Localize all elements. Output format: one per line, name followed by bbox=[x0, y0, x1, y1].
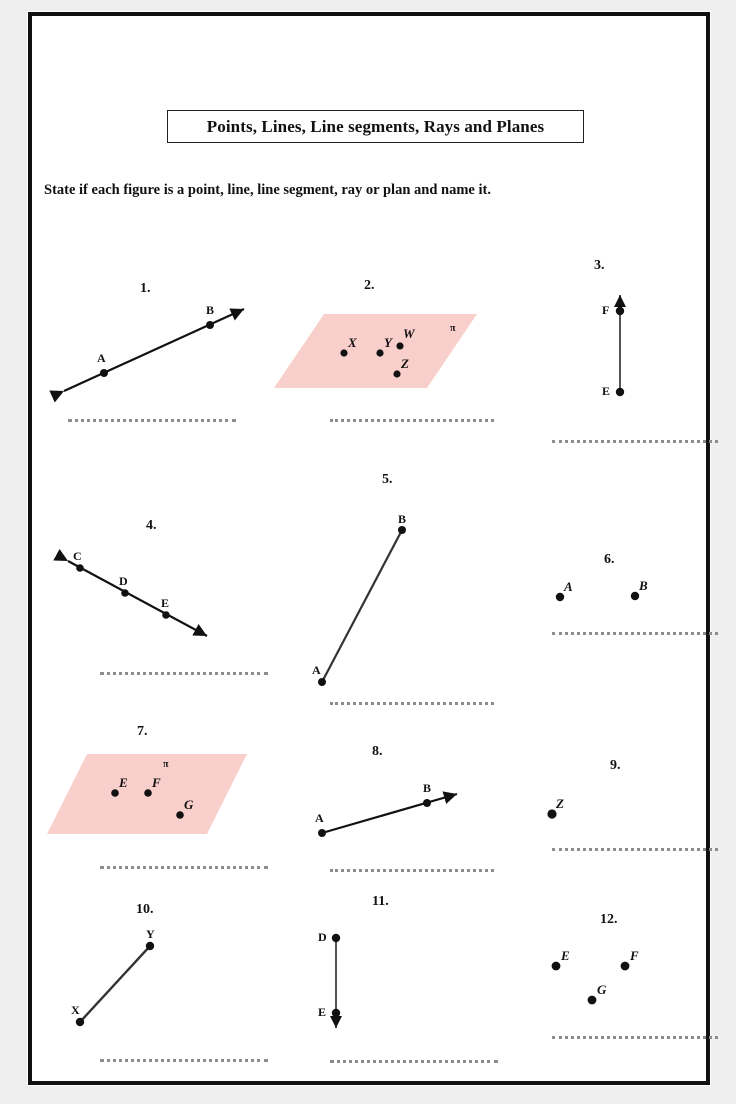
figure-8-number: 8. bbox=[372, 744, 383, 759]
figure-7-drawing bbox=[42, 716, 264, 876]
figure-11-point-label-e: E bbox=[318, 1005, 327, 1019]
figure-3-number: 3. bbox=[594, 258, 605, 273]
figure-9-answer-line[interactable] bbox=[552, 848, 718, 851]
figure-10-point-label-y: Y bbox=[146, 927, 155, 941]
figure-9 bbox=[494, 746, 712, 861]
figure-3 bbox=[494, 238, 712, 438]
figure-2-drawing bbox=[272, 256, 492, 426]
figure-2 bbox=[272, 256, 492, 426]
figure-10-answer-line[interactable] bbox=[100, 1059, 268, 1062]
figure-1 bbox=[42, 256, 262, 426]
figure-4-number: 4. bbox=[146, 518, 157, 533]
figure-6 bbox=[494, 534, 712, 649]
figure-2-plane-label: π bbox=[450, 323, 456, 334]
figure-5-point-label-a: A bbox=[312, 663, 321, 677]
figure-12-answer-line[interactable] bbox=[552, 1036, 718, 1039]
figure-5 bbox=[272, 464, 492, 709]
figure-11-point-label-d: D bbox=[318, 930, 327, 944]
figure-4-answer-line[interactable] bbox=[100, 672, 268, 675]
figure-4-drawing bbox=[42, 504, 264, 679]
figure-6-point-label-a: A bbox=[564, 579, 573, 594]
figure-7-point-label-g: G bbox=[184, 797, 194, 812]
figure-7-answer-line[interactable] bbox=[100, 866, 268, 869]
figure-12-point-label-g: G bbox=[597, 982, 607, 997]
worksheet-sheet bbox=[32, 16, 706, 1081]
figure-5-number: 5. bbox=[382, 472, 393, 487]
figure-1-drawing bbox=[42, 256, 262, 426]
figure-4-point-label-e: E bbox=[161, 596, 170, 610]
figure-4-point-label-c: C bbox=[73, 549, 82, 563]
figure-8-point-label-a: A bbox=[315, 811, 324, 825]
figure-2-point-label-y: Y bbox=[384, 335, 392, 350]
figure-6-answer-line[interactable] bbox=[552, 632, 718, 635]
figure-12-drawing bbox=[494, 902, 712, 1052]
figure-8-answer-line[interactable] bbox=[330, 869, 494, 872]
figure-12-point-label-f: F bbox=[630, 948, 639, 963]
figure-7-plane-label: π bbox=[163, 759, 169, 770]
instruction-text: State if each figure is a point, line, line segment, ray or plan and name it. bbox=[44, 182, 491, 198]
figure-2-number: 2. bbox=[364, 278, 375, 293]
figure-11-drawing bbox=[272, 888, 492, 1074]
figure-4-point-label-d: D bbox=[119, 574, 128, 588]
figure-11-answer-line[interactable] bbox=[330, 1060, 498, 1063]
figure-10-drawing bbox=[42, 894, 264, 1074]
figure-8-point-label-b: B bbox=[423, 781, 432, 795]
figure-7-number: 7. bbox=[137, 724, 148, 739]
figure-12 bbox=[494, 902, 712, 1052]
figure-2-point-label-x: X bbox=[348, 335, 357, 350]
figure-7 bbox=[42, 716, 264, 876]
figure-8-drawing bbox=[272, 736, 492, 881]
figure-11 bbox=[272, 888, 492, 1074]
figure-9-point-label-z: Z bbox=[556, 796, 564, 811]
figure-1-number: 1. bbox=[140, 281, 151, 296]
figure-7-point-label-e: E bbox=[119, 775, 128, 790]
page-title: Points, Lines, Line segments, Rays and Planes bbox=[206, 116, 545, 136]
figure-4 bbox=[42, 504, 264, 679]
figure-5-point-label-b: B bbox=[398, 512, 407, 526]
figure-7-point-label-f: F bbox=[152, 775, 161, 790]
figure-10 bbox=[42, 894, 264, 1074]
figure-12-point-label-e: E bbox=[561, 948, 570, 963]
figure-10-number: 10. bbox=[136, 902, 154, 917]
worksheet-page bbox=[28, 12, 710, 1085]
figure-6-number: 6. bbox=[604, 552, 615, 567]
figure-3-point-label-e: E bbox=[602, 384, 611, 398]
figure-9-number: 9. bbox=[610, 758, 621, 773]
figure-10-point-label-x: X bbox=[71, 1003, 80, 1017]
worksheet-title-box bbox=[167, 110, 584, 143]
figure-1-answer-line[interactable] bbox=[68, 419, 236, 422]
figure-12-number: 12. bbox=[600, 912, 618, 927]
figure-5-answer-line[interactable] bbox=[330, 702, 494, 705]
figure-2-point-label-w: W bbox=[403, 326, 415, 341]
figure-3-answer-line[interactable] bbox=[552, 440, 718, 443]
figure-6-point-label-b: B bbox=[639, 578, 648, 593]
figure-1-point-label-a: A bbox=[97, 351, 106, 365]
figure-9-drawing bbox=[494, 746, 712, 861]
figure-1-point-label-b: B bbox=[206, 303, 215, 317]
figure-11-number: 11. bbox=[372, 894, 389, 909]
figure-2-answer-line[interactable] bbox=[330, 419, 494, 422]
figure-3-point-label-f: F bbox=[602, 303, 610, 317]
figure-3-drawing bbox=[494, 238, 712, 438]
figure-8 bbox=[272, 736, 492, 881]
figure-2-point-label-z: Z bbox=[401, 356, 409, 371]
figure-5-drawing bbox=[272, 464, 492, 709]
